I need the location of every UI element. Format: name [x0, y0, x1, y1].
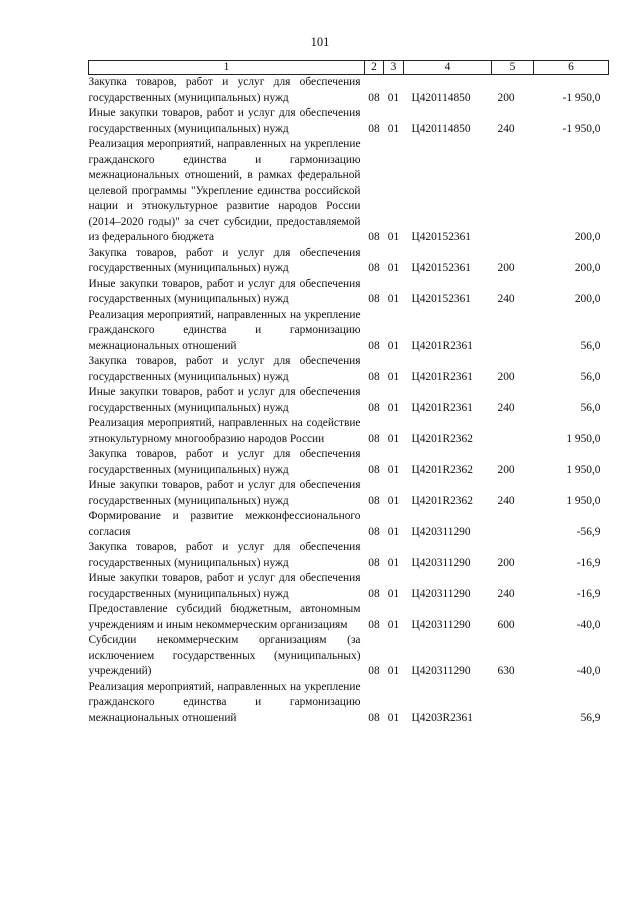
column-header-expense-type: 5 — [492, 61, 534, 75]
row-amount: -16,9 — [576, 587, 601, 600]
row-section: 08 — [368, 494, 380, 507]
row-target-code: Ц420152361 — [411, 231, 471, 243]
table-row — [89, 75, 609, 107]
row-amount: -1 950,0 — [562, 122, 601, 135]
row-amount: 1 950,0 — [566, 432, 601, 445]
row-amount: 200,0 — [574, 262, 601, 274]
row-name: Закупка товаров, работ и услуг для обеспечения государственных (муниципальных) нужд — [88, 76, 361, 104]
row-target-code: Ц420311290 — [411, 587, 471, 600]
row-expense-type — [492, 680, 534, 727]
table-row — [89, 509, 609, 540]
column-header-subsection: 3 — [384, 61, 404, 75]
row-expense-type: 200 — [497, 370, 515, 383]
row-section: 08 — [368, 525, 380, 538]
row-subsection: 01 — [387, 463, 400, 476]
row-section: 08 — [368, 711, 380, 724]
table-row — [89, 354, 609, 385]
row-subsection: 01 — [387, 556, 400, 569]
row-amount: -16,9 — [576, 556, 601, 569]
row-name: Реализация мероприятий, направленных на укрепление гражданского единства и гармонизацию межнациональных отношений, в рамках федеральной целевой программы "Укрепление единства российской нации и этнокультурное развитие народов России (2014–2020 годы)" за счет субсидии, предоставляемой из федерального бюджета — [88, 138, 361, 243]
row-expense-type — [492, 509, 534, 540]
row-expense-type: 240 — [497, 587, 515, 600]
row-amount: 1 950,0 — [566, 494, 601, 507]
row-subsection: 01 — [387, 711, 400, 724]
row-expense-type: 240 — [497, 401, 515, 414]
row-target-code: Ц420152361 — [411, 293, 471, 305]
table-row — [89, 277, 609, 308]
row-name: Предоставление субсидий бюджетным, автономным учреждениям и иным некоммерческим организациям — [88, 603, 361, 631]
row-name: Реализация мероприятий, направленных на содействие этнокультурному многообразию народов России — [88, 417, 361, 445]
row-amount: -40,0 — [576, 665, 601, 677]
column-header-target-code: 4 — [404, 61, 492, 75]
table-row — [89, 602, 609, 633]
row-section: 08 — [368, 339, 380, 352]
table-row — [89, 478, 609, 509]
row-amount: 56,0 — [580, 339, 601, 352]
row-subsection: 01 — [387, 370, 400, 383]
row-expense-type — [492, 137, 534, 246]
table-row — [89, 447, 609, 478]
row-target-code: Ц420114850 — [411, 91, 471, 104]
row-name: Формирование и развитие межконфессионального согласия — [88, 510, 361, 538]
row-name: Иные закупки товаров, работ и услуг для обеспечения государственных (муниципальных) нужд — [88, 277, 361, 305]
table-row — [89, 416, 609, 447]
row-expense-type: 240 — [497, 494, 515, 507]
row-name: Реализация мероприятий, направленных на укрепление гражданского единства и гармонизацию межнациональных отношений — [88, 680, 361, 724]
row-subsection: 01 — [387, 494, 400, 507]
column-header-name: 1 — [89, 61, 365, 75]
row-amount: -40,0 — [576, 618, 601, 631]
row-target-code: Ц4201R2361 — [411, 339, 473, 352]
table-row — [89, 246, 609, 277]
row-section: 08 — [368, 618, 380, 631]
table-row — [89, 571, 609, 602]
column-header-section: 2 — [365, 61, 384, 75]
row-section: 08 — [368, 231, 380, 243]
row-section: 08 — [368, 665, 380, 677]
row-name: Реализация мероприятий, направленных на укрепление гражданского единства и гармонизацию межнациональных отношений — [88, 308, 361, 352]
row-amount: 56,9 — [580, 711, 601, 724]
row-expense-type: 200 — [497, 262, 515, 274]
row-subsection: 01 — [387, 339, 400, 352]
table-row — [89, 540, 609, 571]
table-row — [89, 106, 609, 137]
row-expense-type: 240 — [497, 122, 515, 135]
row-expense-type: 240 — [497, 293, 515, 305]
table-row — [89, 633, 609, 680]
row-amount: 200,0 — [574, 231, 601, 243]
row-name: Закупка товаров, работ и услуг для обеспечения государственных (муниципальных) нужд — [88, 355, 361, 383]
row-target-code: Ц420152361 — [411, 262, 471, 274]
row-section: 08 — [368, 587, 380, 600]
row-amount: 1 950,0 — [566, 463, 601, 476]
table-row — [89, 385, 609, 416]
table-row — [89, 137, 609, 246]
row-amount: 56,0 — [580, 401, 601, 414]
row-subsection: 01 — [387, 293, 400, 305]
row-section: 08 — [368, 370, 380, 383]
row-target-code: Ц4201R2362 — [411, 494, 473, 507]
table-row — [89, 308, 609, 355]
row-name: Закупка товаров, работ и услуг для обеспечения государственных (муниципальных) нужд — [88, 448, 361, 476]
row-expense-type: 600 — [497, 618, 515, 631]
page-number: 101 — [310, 35, 330, 49]
row-subsection: 01 — [387, 525, 400, 538]
row-subsection: 01 — [387, 665, 400, 677]
row-section: 08 — [368, 463, 380, 476]
budget-table — [88, 60, 609, 726]
row-section: 08 — [368, 262, 380, 274]
row-subsection: 01 — [387, 91, 400, 104]
row-section: 08 — [368, 122, 380, 135]
row-amount: 56,0 — [580, 370, 601, 383]
row-name: Иные закупки товаров, работ и услуг для обеспечения государственных (муниципальных) нужд — [88, 386, 361, 414]
row-expense-type: 200 — [497, 463, 515, 476]
row-name: Иные закупки товаров, работ и услуг для обеспечения государственных (муниципальных) нужд — [88, 107, 361, 135]
row-section: 08 — [368, 91, 380, 104]
table-row — [89, 680, 609, 727]
row-name: Иные закупки товаров, работ и услуг для обеспечения государственных (муниципальных) нужд — [88, 572, 361, 600]
row-amount: -56,9 — [576, 525, 601, 538]
header-row — [89, 61, 609, 75]
row-expense-type: 630 — [497, 665, 515, 677]
row-section: 08 — [368, 432, 380, 445]
row-name: Иные закупки товаров, работ и услуг для обеспечения государственных (муниципальных) нужд — [88, 479, 361, 507]
row-subsection: 01 — [387, 122, 400, 135]
row-target-code: Ц4203R2361 — [411, 711, 473, 724]
row-target-code: Ц4201R2361 — [411, 370, 473, 383]
row-target-code: Ц420114850 — [411, 122, 471, 135]
row-name: Субсидии некоммерческим организациям (за исключением государственных (муниципальных) учреждений) — [88, 634, 361, 677]
row-subsection: 01 — [387, 432, 400, 445]
row-target-code: Ц420311290 — [411, 525, 471, 538]
row-expense-type — [492, 416, 534, 447]
row-amount: 200,0 — [574, 293, 601, 305]
row-target-code: Ц420311290 — [411, 665, 471, 677]
row-expense-type: 200 — [497, 556, 515, 569]
row-expense-type: 200 — [497, 91, 515, 104]
row-subsection: 01 — [387, 618, 400, 631]
row-subsection: 01 — [387, 587, 400, 600]
row-target-code: Ц420311290 — [411, 618, 471, 631]
row-target-code: Ц420311290 — [411, 556, 471, 569]
column-header-amount: 6 — [534, 61, 609, 75]
row-target-code: Ц4201R2362 — [411, 463, 473, 476]
row-target-code: Ц4201R2361 — [411, 401, 473, 414]
row-subsection: 01 — [387, 231, 400, 243]
row-target-code: Ц4201R2362 — [411, 432, 473, 445]
row-subsection: 01 — [387, 262, 400, 274]
row-subsection: 01 — [387, 401, 400, 414]
row-amount: -1 950,0 — [562, 91, 601, 104]
row-name: Закупка товаров, работ и услуг для обеспечения государственных (муниципальных) нужд — [88, 246, 361, 274]
row-section: 08 — [368, 293, 380, 305]
row-section: 08 — [368, 556, 380, 569]
row-expense-type — [492, 308, 534, 355]
row-name: Закупка товаров, работ и услуг для обеспечения государственных (муниципальных) нужд — [88, 541, 361, 569]
row-section: 08 — [368, 401, 380, 414]
